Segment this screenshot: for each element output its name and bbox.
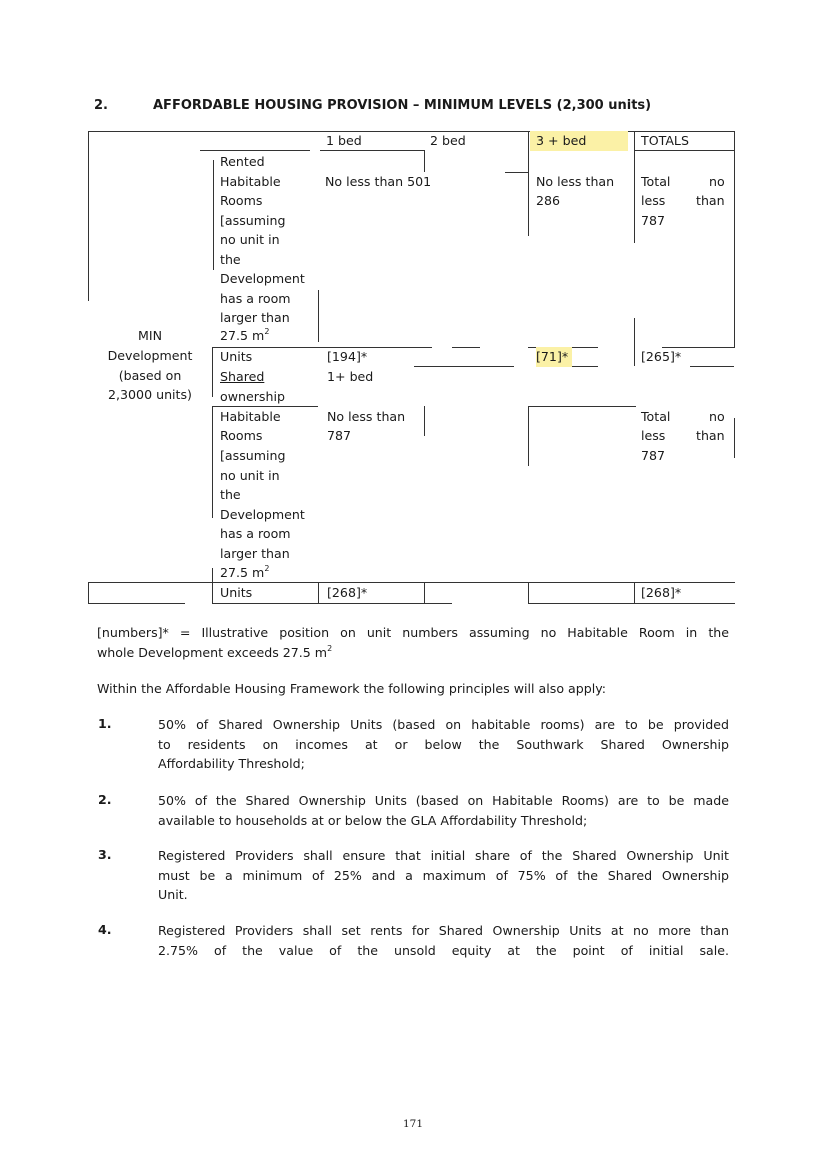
hab-label-line: has a room <box>220 526 291 541</box>
row-label-line: MIN <box>137 328 162 343</box>
rented-units-total: [265]* <box>641 349 682 364</box>
footnote-line: [numbers]* = Illustrative position on unit numbers assuming no Habitable Room in the <box>97 625 729 640</box>
rented-units-label: Units <box>220 349 253 364</box>
principle-text <box>158 846 729 905</box>
principle-number: 4. <box>98 922 112 937</box>
total-word: no <box>709 174 725 189</box>
hab-label-line: Habitable <box>220 174 281 189</box>
principle-line: Unit. <box>158 887 188 902</box>
rented-hab-3bed-line: No less than <box>536 174 615 189</box>
hab-label-line: no unit in <box>220 232 280 247</box>
section-title: AFFORDABLE HOUSING PROVISION – MINIMUM LEVELS (2,300 units) <box>153 98 652 113</box>
shared-units-total: [268]* <box>641 585 682 600</box>
shared-1plus-bed: 1+ bed <box>327 369 374 384</box>
rented-label: Rented <box>220 154 265 169</box>
hab-label-line: Habitable <box>220 409 281 424</box>
header-1-bed: 1 bed <box>326 133 362 148</box>
hab-label-line: [assuming <box>220 448 286 463</box>
principle-line: 50% of Shared Ownership Units (based on habitable rooms) are to be provided <box>158 717 729 732</box>
hab-label-line: the <box>220 487 241 502</box>
row-label-line: Development <box>107 348 193 363</box>
total-word: less <box>641 428 666 443</box>
hab-area: 27.5 $m^2$ <box>220 327 270 343</box>
total-word: less <box>641 193 666 208</box>
principle-line: 2.75% of the value of the unsold equity at the point of initial sale. <box>158 942 729 958</box>
intro-text: Within the Affordable Housing Framework the following principles will also apply: <box>97 681 607 696</box>
row-label-line: (based on <box>118 368 182 383</box>
page-number: 171 <box>403 1118 424 1130</box>
hab-label-line: Development <box>220 271 305 286</box>
principle-text <box>158 791 729 830</box>
hab-label-line: has a room <box>220 291 291 306</box>
hab-label-line: larger than <box>220 546 290 561</box>
header-2-bed: 2 bed <box>430 133 466 148</box>
footnote <box>97 623 729 662</box>
row-label-line: 2,3000 units) <box>108 387 192 402</box>
hab-label-line: Development <box>220 507 305 522</box>
principle-line: Affordability Threshold; <box>158 756 305 771</box>
principle-number: 1. <box>98 716 112 731</box>
principle-number: 2. <box>98 792 112 807</box>
rented-hab-1bed: No less than 501 <box>325 174 432 189</box>
section-number: 2. <box>94 98 108 113</box>
principle-line: 50% of the Shared Ownership Units (based on Habitable Rooms) are to be made <box>158 793 729 808</box>
hab-label-line: larger than <box>220 310 290 325</box>
hab-area: 27.5 $m^2$ <box>220 564 270 580</box>
principle-text <box>158 921 729 960</box>
shared-label-2: ownership <box>220 389 285 404</box>
hab-label-line: [assuming <box>220 213 286 228</box>
principle-text <box>158 715 729 774</box>
principle-line: to residents on incomes at or below the Southwark Shared Ownership <box>158 736 729 752</box>
rented-hab-3bed-line: 286 <box>536 193 561 208</box>
shared-units-1bed: [268]* <box>327 585 368 600</box>
total-word: Total <box>641 409 671 424</box>
principle-line: must be a minimum of 25% and a maximum of 75% of the Shared Ownership <box>158 867 729 883</box>
principle-line: Registered Providers shall ensure that initial share of the Shared Ownership Unit <box>158 848 729 863</box>
hab-label-line: the <box>220 252 241 267</box>
hab-label-line: Rooms <box>220 428 263 443</box>
hab-label-line: Rooms <box>220 193 263 208</box>
principle-line: available to households at or below the GLA Affordability Threshold; <box>158 812 588 828</box>
total-word: no <box>709 409 725 424</box>
principle-line: Registered Providers shall set rents for Shared Ownership Units at no more than <box>158 923 729 938</box>
shared-label: Shared <box>220 369 265 384</box>
header-totals: TOTALS <box>641 133 689 148</box>
shared-units-label: Units <box>220 585 253 600</box>
rented-units-1bed: [194]* <box>327 349 368 364</box>
principle-number: 3. <box>98 847 112 862</box>
total-word: than <box>696 428 725 443</box>
total-word: Total <box>641 174 671 189</box>
header-3-plus-bed: 3 + bed <box>530 131 628 151</box>
shared-hab-1bed-line: 787 <box>327 428 352 443</box>
rented-units-3bed: [71]* <box>536 347 572 367</box>
hab-label-line: no unit in <box>220 468 280 483</box>
footnote-line: whole Development exceeds 27.5 $m^2$ <box>97 643 333 660</box>
shared-hab-1bed-line: No less than <box>327 409 406 424</box>
total-word: than <box>696 193 725 208</box>
total-word: 787 <box>641 448 666 463</box>
total-word: 787 <box>641 213 666 228</box>
